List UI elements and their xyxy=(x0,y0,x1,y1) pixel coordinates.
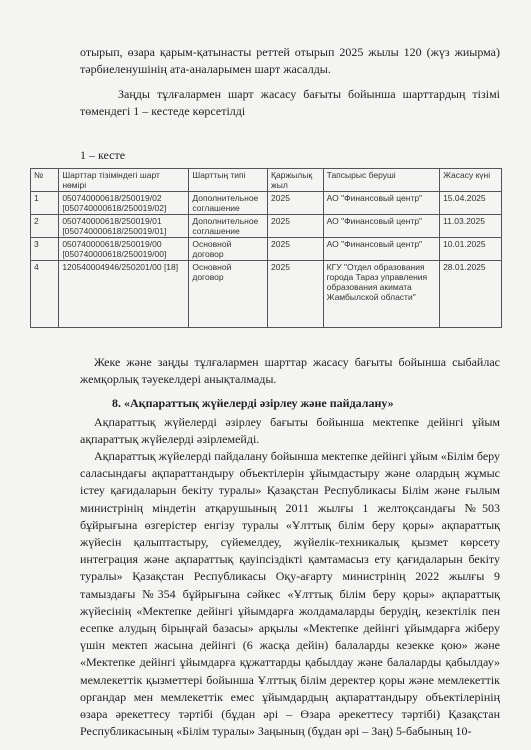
cell-number: 3 xyxy=(31,238,59,261)
paragraph-legal-entities: Заңды тұлғалармен шарт жасасу бағыты бойынша шарттардың тізімі төмендегі 1 – кестеде көрсетілді xyxy=(80,87,500,118)
paragraph-not-developed: Ақпараттық жүйелерді әзірлеу бағыты бойынша мектепке дейінгі ұйым ақпараттық жүйелерді әзірлемейді. xyxy=(80,415,500,446)
cell-contract-number: 120540004946/250201/00 [18] xyxy=(59,261,189,328)
cell-customer: АО "Финансовый центр" xyxy=(323,192,439,215)
cell-contract-type: Дополнительное соглашение xyxy=(189,192,268,215)
table-row xyxy=(31,215,502,238)
cell-contract-type: Основной договор xyxy=(189,238,268,261)
table-row xyxy=(31,261,502,328)
cell-number: 2 xyxy=(31,215,59,238)
contracts-table xyxy=(30,168,502,328)
cell-number: 1 xyxy=(31,192,59,215)
cell-contract-number: 050740000618/250019/02 [050740000618/250019/02] xyxy=(59,192,189,215)
paragraph-no-risks: Жеке және заңды тұлғалармен шарттар жасасу бағыты бойынша сыбайлас жемқорлық тәуекелдері анықталмады. xyxy=(80,355,500,386)
header-number: № xyxy=(31,169,59,192)
table-caption: 1 – кесте xyxy=(80,148,126,162)
cell-date: 10.01.2025 xyxy=(440,238,502,261)
cell-customer: КГУ "Отдел образования города Тараз управления образования акимата Жамбылской области" xyxy=(323,261,439,328)
table-header-row xyxy=(31,169,502,192)
header-contract-type: Шарттың типі xyxy=(189,169,268,192)
cell-date: 15.04.2025 xyxy=(440,192,502,215)
cell-customer: АО "Финансовый центр" xyxy=(323,215,439,238)
cell-fiscal-year: 2025 xyxy=(268,261,324,328)
table-row xyxy=(31,192,502,215)
cell-customer: АО "Финансовый центр" xyxy=(323,238,439,261)
cell-fiscal-year: 2025 xyxy=(268,192,324,215)
section-heading: 8. «Ақпараттық жүйелерді әзірлеу және пайдалану» xyxy=(112,396,394,410)
cell-date: 28.01.2025 xyxy=(440,261,502,328)
cell-contract-number: 050740000618/250019/01 [050740000618/250019/01] xyxy=(59,215,189,238)
header-customer: Тапсырыс беруші xyxy=(323,169,439,192)
cell-date: 11.03.2025 xyxy=(440,215,502,238)
cell-number: 4 xyxy=(31,261,59,328)
header-contract-number: Шарттар тізіміндегі шарт нөмірі xyxy=(59,169,189,192)
header-date: Жасасу күні xyxy=(440,169,502,192)
cell-contract-number: 050740000618/250019/00 [050740000618/250019/00] xyxy=(59,238,189,261)
paragraph-contracts-parents: отырып, өзара қарым-қатынасты реттей отырып 2025 жылы 120 (жүз жиырма) тәрбиеленушінің ата-аналарымен шарт жасалды. xyxy=(80,45,500,76)
header-fiscal-year: Қаржылық жыл xyxy=(268,169,324,192)
cell-contract-type: Основной договор xyxy=(189,261,268,328)
cell-contract-type: Дополнительное соглашение xyxy=(189,215,268,238)
cell-fiscal-year: 2025 xyxy=(268,215,324,238)
paragraph-information-systems: Ақпараттық жүйелерді пайдалану бойынша мектепке дейінгі ұйым «Білім беру саласындағы ақпараттандыру объектілерін ұйымдастыру және олардың жұмыс істеу қағидаларын бекіту туралы» Қазақстан Республикасы Білім және ғылым министрінің міндетін атқарушының 2011 жылғы 1 желтоқсандағы №503 бұйрығына өзгерістер енгізу туралы «Ұлттық білім беру қоры» ақпараттық жүйесін қалыптастыру, сүйемелдеу, жүйелік-техникалық қызмет көрсету интеграция және ақпараттық қауіпсіздікті қамтамасыз ету қағидаларын бекіту туралы» Қазақстан Республикасы Оқу-ағарту министрінің 2022 жылғы 9 тамыздағы №354 бұйрығына сәйкес «Ұлттық білім беру қоры» ақпараттық жүйесінің «Мектепке дейінгі ұйымдарға жолдамаларды берудің, кезектілік пен есепке алудың бірыңғай базасы» арқылы «Мектепке дейінгі ұйымдарға жіберу үшін мектеп жасына дейінгі (6 жасқа дейін) балаларды кезекке қою» және «Мектепке дейінгі ұйымдарға құжаттарды қабылдау және балаларды қабылдау» мемлекеттік қызметтері бойынша Ұлттық білім деректер қоры және мемлекеттік органдар мен мемлекеттік емес ұйымдардың ақпараттандыру объектілерінің өзара әрекеттесу тәртібі (бұдан әрі – Өзара әрекеттесу тәртібі) Қазақстан Республикасының «Білім туралы» Заңының (бұдан әрі – Заң) 5-бабының 10- xyxy=(80,449,500,739)
table-row xyxy=(31,238,502,261)
cell-fiscal-year: 2025 xyxy=(268,238,324,261)
